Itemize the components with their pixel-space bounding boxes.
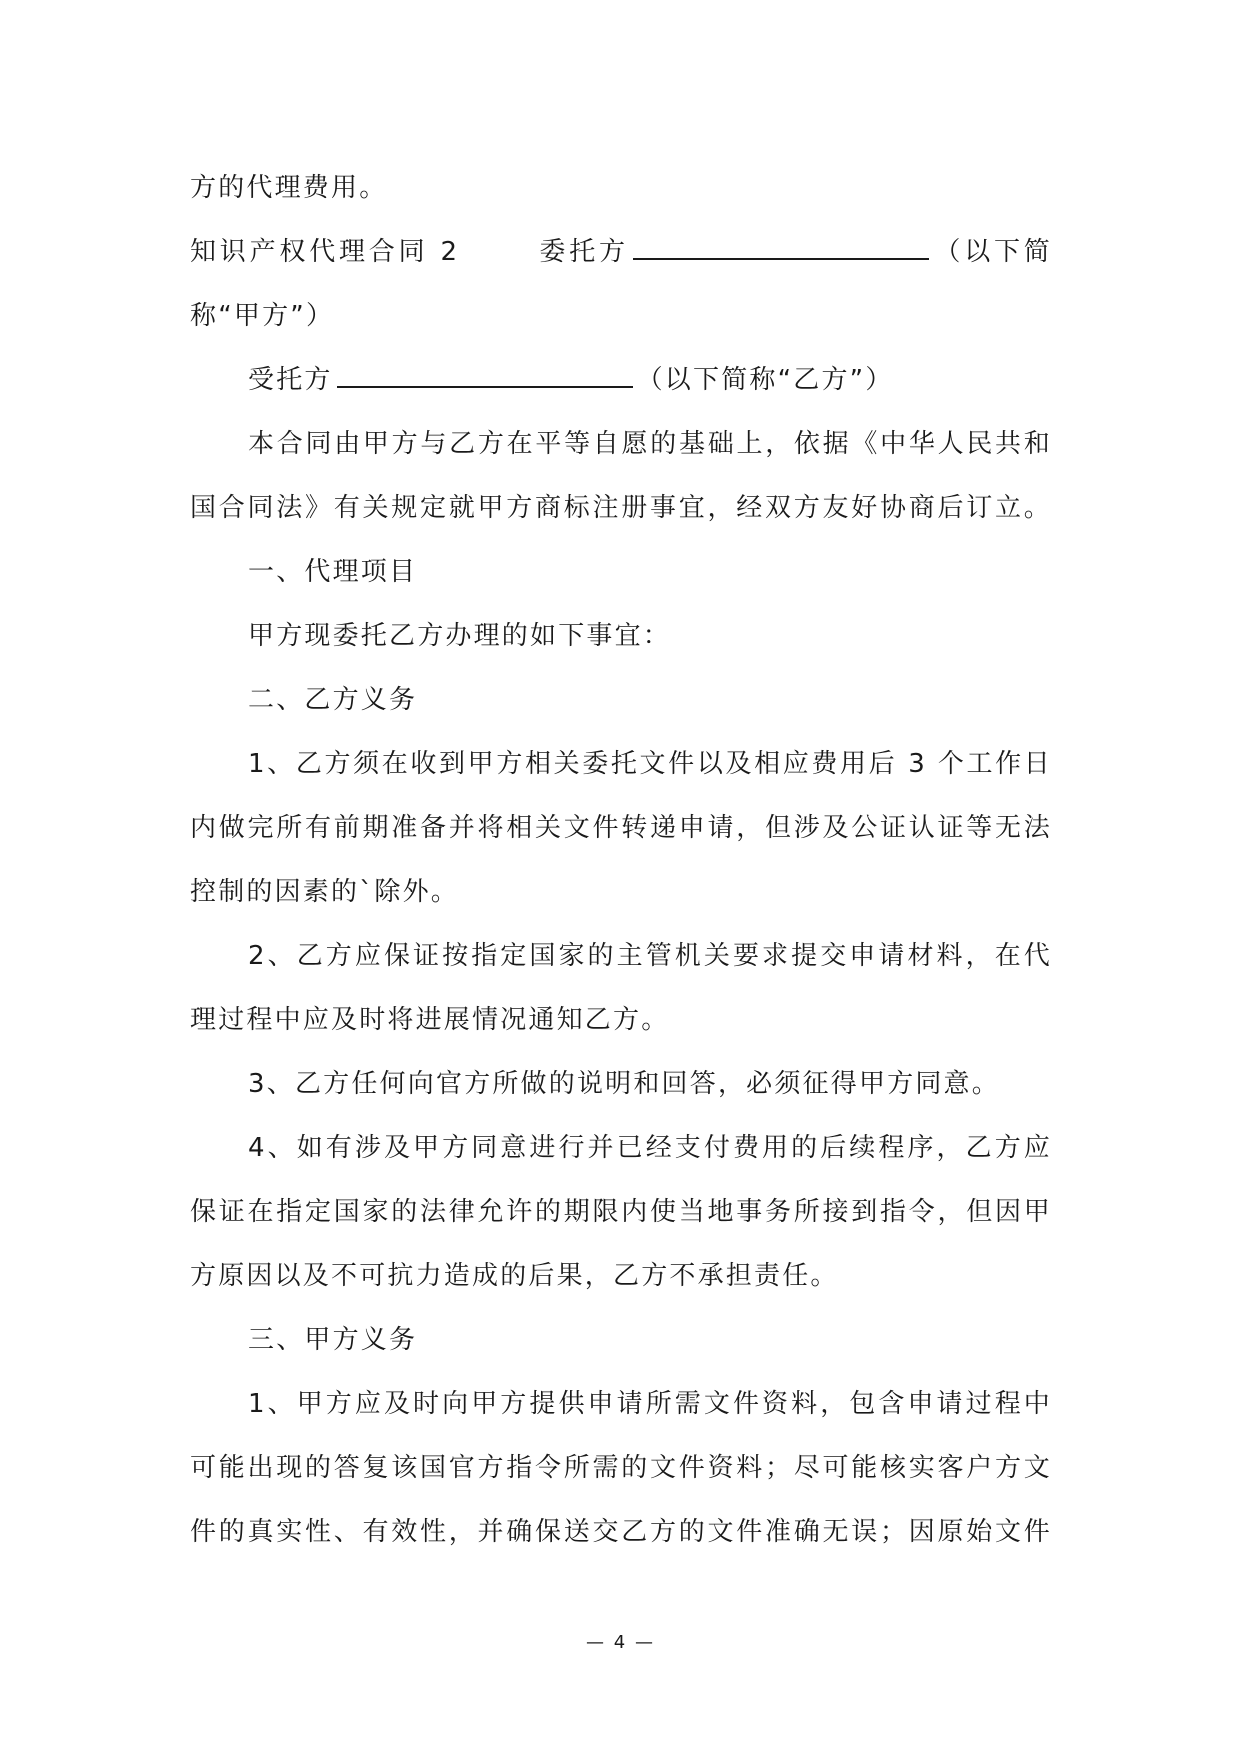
principal-suffix: （以下简 (932, 237, 1052, 267)
agent-blank (337, 350, 633, 388)
text-line: 件的真实性、有效性，并确保送交乙方的文件准确无误；因原始文件 (190, 1517, 1052, 1547)
section-heading: 二、乙方义务 (248, 685, 418, 715)
text-line: 控制的因素的`除外。 (190, 877, 460, 907)
text-line: 方原因以及不可抗力造成的后果，乙方不承担责任。 (190, 1261, 839, 1291)
text-line: 可能出现的答复该国官方指令所需的文件资料；尽可能核实客户方文 (190, 1453, 1052, 1483)
section-heading: 三、甲方义务 (248, 1325, 418, 1355)
text-line: 1、甲方应及时向甲方提供申请所需文件资料，包含申请过程中 (248, 1389, 1052, 1419)
text-line: 方的代理费用。 (190, 173, 388, 203)
agent-line (190, 348, 1052, 412)
text-line: 国合同法》有关规定就甲方商标注册事宜，经双方友好协商后订立。 (190, 493, 1052, 523)
text-line: 2、乙方应保证按指定国家的主管机关要求提交申请材料，在代 (248, 941, 1052, 971)
text-line: 称“甲方”） (190, 301, 335, 331)
text-line: 1、乙方须在收到甲方相关委托文件以及相应费用后 3 个工作日 (248, 749, 1052, 779)
text-line: 3、乙方任何向官方所做的说明和回答，必须征得甲方同意。 (248, 1069, 1000, 1099)
text-line: 内做完所有前期准备并将相关文件转递申请，但涉及公证认证等无法 (190, 813, 1052, 843)
text-line: 4、如有涉及甲方同意进行并已经支付费用的后续程序，乙方应 (248, 1133, 1052, 1163)
contract-title: 知识产权代理合同 2 (190, 237, 460, 267)
text-line: 甲方现委托乙方办理的如下事宜： (248, 621, 672, 651)
section-heading: 一、代理项目 (248, 557, 418, 587)
document-body (190, 156, 1052, 1564)
agent-label: 受托方 (248, 365, 333, 395)
page-number: — 4 — (586, 1632, 655, 1653)
agent-suffix: （以下简称“乙方”） (636, 365, 894, 395)
text-line: 本合同由甲方与乙方在平等自愿的基础上，依据《中华人民共和 (248, 429, 1052, 459)
principal-label: 委托方 (539, 237, 629, 267)
text-line: 理过程中应及时将进展情况通知乙方。 (190, 1005, 670, 1035)
principal-blank (633, 222, 929, 260)
text-line: 保证在指定国家的法律允许的期限内使当地事务所接到指令，但因甲 (190, 1197, 1052, 1227)
contract-title-line (190, 220, 1052, 284)
